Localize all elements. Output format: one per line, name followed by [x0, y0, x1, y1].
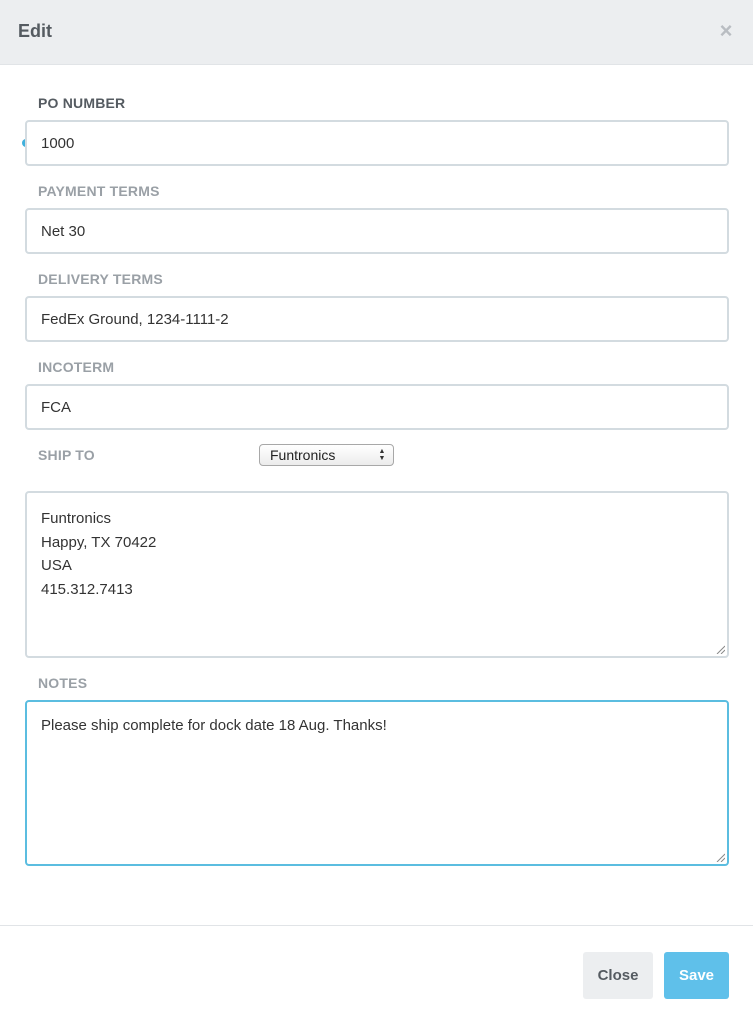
delivery-terms-label: DELIVERY TERMS	[38, 271, 163, 287]
address-line: USA	[41, 557, 72, 574]
payment-terms-input[interactable]	[25, 208, 729, 254]
ship-to-address-textarea[interactable]	[25, 491, 729, 658]
incoterm-label: INCOTERM	[38, 359, 115, 375]
delivery-terms-input[interactable]	[25, 296, 729, 342]
address-line: 415.312.7413	[41, 580, 133, 598]
address-line: Funtronics	[41, 510, 112, 527]
address-line: Happy, TX 70422	[41, 533, 157, 551]
ship-to-label: SHIP TO	[38, 447, 95, 463]
incoterm-input[interactable]	[25, 384, 729, 430]
modal-title: Edit	[18, 21, 52, 41]
ship-to-select[interactable]	[259, 444, 394, 466]
resize-grip-icon[interactable]	[715, 644, 725, 654]
notes-text: Please ship complete for dock date 18 Aug. Thanks!	[41, 717, 387, 734]
save-button[interactable]: Save	[664, 952, 729, 999]
notes-textarea[interactable]	[25, 700, 729, 866]
modal-header	[0, 0, 753, 65]
notes-label: NOTES	[38, 675, 88, 691]
payment-terms-label: PAYMENT TERMS	[38, 183, 160, 199]
resize-grip-icon[interactable]	[715, 852, 725, 862]
close-icon[interactable]: ×	[719, 18, 733, 43]
po-number-label: PO NUMBER	[38, 95, 126, 111]
select-arrows-icon: ▲ ▼	[378, 448, 386, 462]
po-number-input[interactable]	[25, 120, 729, 166]
footer-divider	[0, 925, 753, 926]
close-button[interactable]: Close	[583, 952, 653, 999]
ship-to-selected-value: Funtronics	[270, 447, 336, 463]
